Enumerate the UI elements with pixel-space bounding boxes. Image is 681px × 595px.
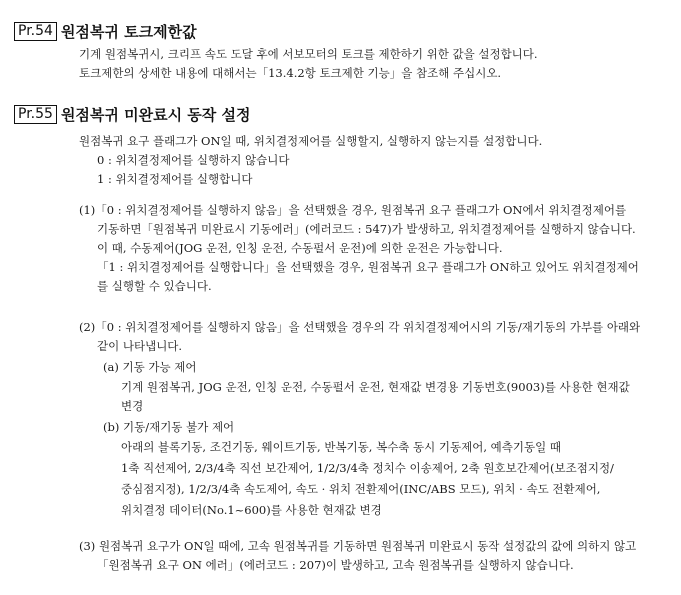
note-3-line: 「원점복귀 요구 ON 에러」(에러코드 : 207)이 발생하고, 고속 원점복귀를 실행하지 않습니다.: [97, 558, 574, 572]
sub-item-label: (a) 기동 가능 제어: [103, 360, 197, 374]
note-2-line: (2)「0 : 위치결정제어를 실행하지 않음」을 선택했을 경우의 각 위치결정제어시의 기동/재기동의 가부를 아래와: [79, 320, 641, 334]
body-text: 기계 원점복귀시, 크리프 속도 도달 후에 서보모터의 토크를 제한하기 위한 값을 설정합니다.: [79, 47, 538, 61]
sub-item-line: 변경: [121, 399, 144, 413]
parameter-code-badge: Pr.55: [14, 105, 57, 124]
intro-text: 원점복귀 요구 플래그가 ON일 때, 위치결정제어를 실행할지, 실행하지 않는지를 설정합니다.: [79, 134, 543, 148]
sub-item-line: 기계 원점복귀, JOG 운전, 인칭 운전, 수동펄서 운전, 현재값 변경용 기동번호(9003)를 사용한 현재값: [121, 380, 630, 394]
parameter-code-badge: Pr.54: [14, 22, 57, 41]
sub-item-line: 1축 직선제어, 2/3/4축 직선 보간제어, 1/2/3/4축 정치수 이송제어, 2축 원호보간제어(보조점지정/: [121, 461, 614, 475]
note-1-line: 이 때, 수동제어(JOG 운전, 인칭 운전, 수동펄서 운전)에 의한 운전은 가능합니다.: [97, 241, 503, 255]
sub-item-line: 중심점지정), 1/2/3/4축 속도제어, 속도 · 위치 전환제어(INC/ABS 모드), 위치 · 속도 전환제어,: [121, 482, 601, 496]
section-heading-pr55: [14, 104, 251, 125]
note-1-line: (1)「0 : 위치결정제어를 실행하지 않음」을 선택했을 경우, 원점복귀 요구 플래그가 ON에서 위치결정제어를: [79, 203, 627, 217]
sub-item-line: 위치결정 데이터(No.1~600)를 사용한 현재값 변경: [121, 503, 382, 517]
section-heading-pr54: [14, 21, 197, 42]
section-title: 원점복귀 토크제한값: [60, 23, 197, 41]
sub-item-label: (b) 기동/재기동 불가 제어: [103, 420, 235, 434]
note-3-line: (3) 원점복귀 요구가 ON일 때에, 고속 원점복귀를 기동하면 원점복귀 미완료시 동작 설정값의 값에 의하지 않고: [79, 539, 637, 553]
option-item: 0 : 위치결정제어를 실행하지 않습니다: [97, 153, 290, 167]
body-text: 토크제한의 상세한 내용에 대해서는「13.4.2항 토크제한 기능」을 참조해 주십시오.: [79, 66, 502, 80]
note-1-line: 「1 : 위치결정제어를 실행합니다」을 선택했을 경우, 원점복귀 요구 플래그가 ON하고 있어도 위치결정제어: [97, 260, 639, 274]
note-1-line: 를 실행할 수 있습니다.: [97, 279, 212, 293]
sub-item-line: 아래의 블록기동, 조건기동, 웨이트기동, 반복기동, 복수축 동시 기동제어, 예측기동일 때: [121, 440, 561, 454]
option-item: 1 : 위치결정제어를 실행합니다: [97, 172, 253, 186]
note-2-line: 같이 나타냅니다.: [97, 339, 183, 353]
section-title: 원점복귀 미완료시 동작 설정: [60, 106, 251, 124]
note-1-line: 기동하면「원점복귀 미완료시 기동에러」(에러코드 : 547)가 발생하고, 위치결정제어를 실행하지 않습니다.: [97, 222, 636, 236]
